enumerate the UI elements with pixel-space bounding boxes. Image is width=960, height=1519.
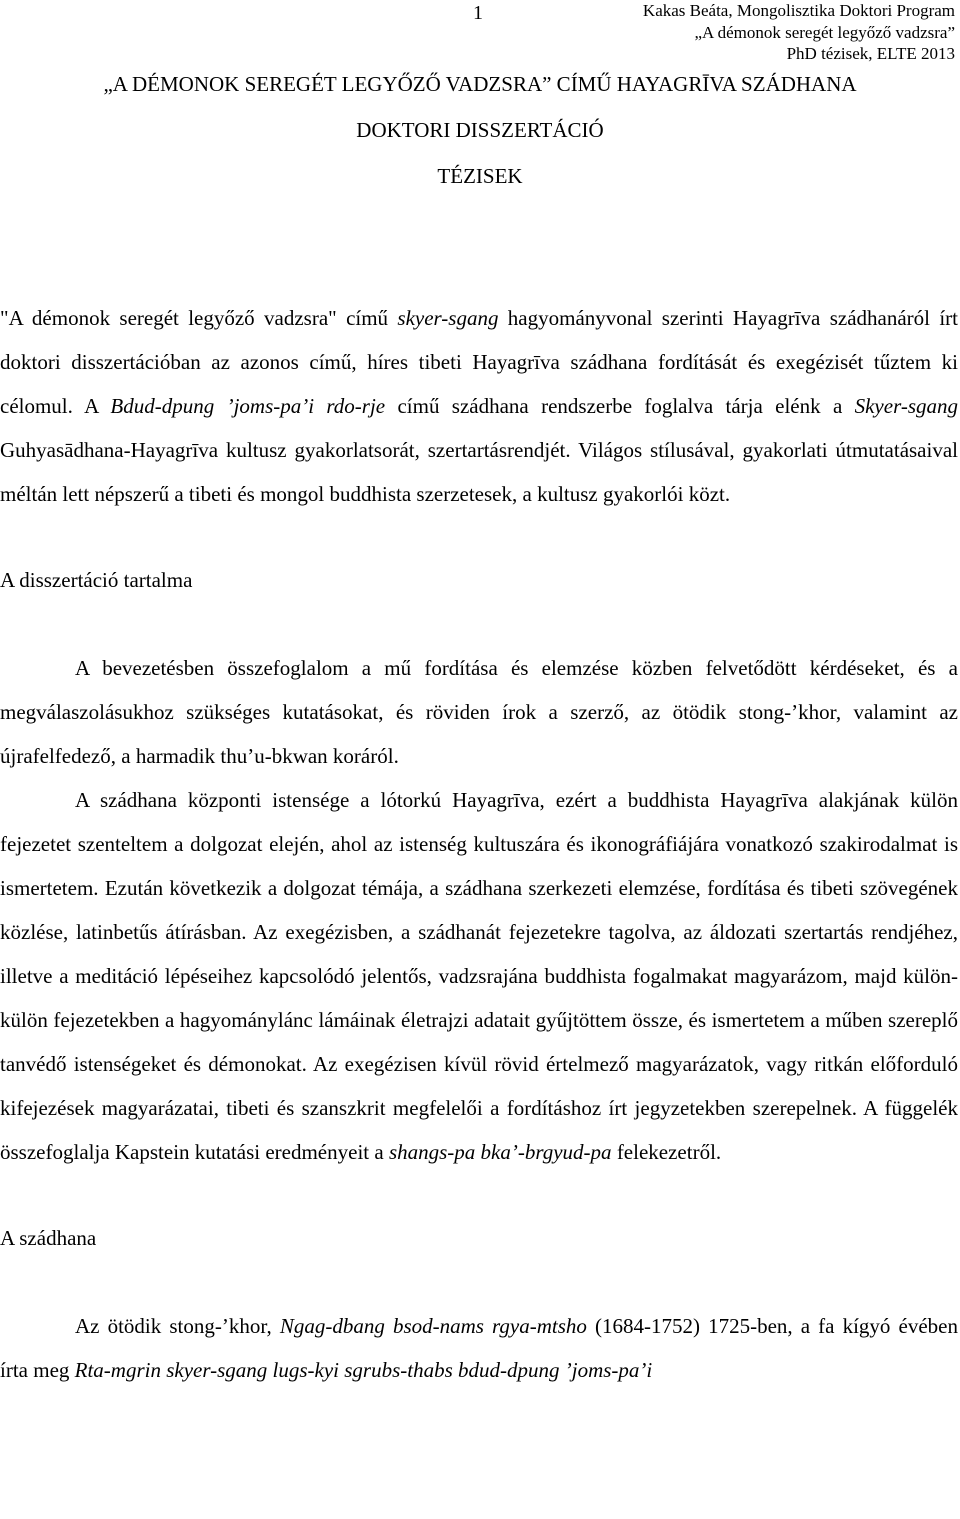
text-run: Guhyasādhana-Hayagrīva kultusz gyakorlatsorát, szertartásrendjét. Világos stílusával, gyakorlati útmutatásaival méltán lett népszerű a tibeti és mongol buddhista szerzetesek, a kultusz gyakorlói közt.	[0, 438, 958, 506]
italic-term: skyer-sgang	[397, 306, 499, 330]
document-subtitle-theses: TÉZISEK	[437, 164, 523, 188]
contents-paragraph-2	[0, 778, 958, 1174]
text-run: felekezetről.	[611, 1140, 722, 1164]
italic-term: Bdud-dpung ’joms-pa’i rdo-rje	[110, 394, 386, 418]
italic-term: shangs-pa bka’-brgyud-pa	[388, 1140, 612, 1164]
text-run: Az ötödik stong-’khor,	[75, 1314, 280, 1338]
italic-term: Ngag-dbang bsod-nams rgya-mtsho	[279, 1314, 587, 1338]
intro-paragraph	[0, 296, 958, 516]
text-run: "A démonok seregét legyőző vadzsra" című	[0, 306, 398, 330]
title-block	[0, 72, 960, 194]
header-work-title: „A démonok seregét legyőző vadzsra”	[694, 22, 955, 42]
section-heading-contents: A disszertáció tartalma	[0, 568, 193, 592]
document-body	[0, 296, 958, 1392]
text-run: A szádhana központi istensége a lótorkú Hayagrīva, ezért a buddhista Hayagrīva alakjának külön fejezetet szenteltem a dolgozat elején, ahol az istenség kultuszára és ikonográfiájára vonatkozó szakirodalmat is ismertetem. Ezután következik a dolgozat témája, a szádhana szerkezeti elemzése, fordítása és tibeti szövegének közlése, latinbetűs átírásban. Az exegézisben, a szádhanát fejezetekre tagolva, az áldozati szertartás rendjéhez, illetve a meditáció lépéseihez kapcsolódó jelentős, vadzsrajána buddhista fogalmakat magyarázom, majd külön-külön fejezetekben a hagyománylánc lámáinak életrajzi adatait gyűjtöttem össze, és ismertetem a műben szereplő tanvédő istenségeket és démonokat. Az exegézisen kívül rövid értelmező magyarázatok, vagy ritkán előforduló kifejezések magyarázatai, tibeti és szanszkrit megfelelői a fordításhoz írt jegyzetekben szerepelnek. A függelék összefoglalja Kapstein kutatási eredményeit a	[0, 788, 958, 1164]
italic-term: Skyer-sgang	[854, 394, 958, 418]
section-heading-sadhana: A szádhana	[0, 1226, 97, 1250]
sadhana-paragraph	[0, 1304, 958, 1392]
text-run: (1684-1752) 1725-ben, a fa kígyó évében írta meg	[0, 1314, 958, 1382]
document-subtitle: DOKTORI DISSZERTÁCIÓ	[356, 118, 604, 142]
contents-paragraph-1: A bevezetésben összefoglalom a mű fordítása és elemzése közben felvetődött kérdéseket, és a megválaszolásukhoz szükséges kutatásokat, és röviden írok a szerző, az ötödik stong-’khor, valamint az újrafelfedező, a harmadik thu’u-bkwan koráról.	[0, 656, 958, 768]
document-title: „A DÉMONOK SEREGÉT LEGYŐZŐ VADZSRA” CÍMŰ HAYAGRĪVA SZÁDHANA	[103, 72, 857, 96]
italic-term: Rta-mgrin skyer-sgang lugs-kyi sgrubs-thabs bdud-dpung ’joms-pa’i	[74, 1358, 653, 1382]
running-header	[643, 0, 955, 65]
page-number: 1	[473, 2, 483, 24]
header-author-program: Kakas Beáta, Mongolisztika Doktori Program	[642, 1, 955, 20]
text-run: hagyományvonal szerinti Hayagrīva szádhanáról írt doktori disszertációban az azonos című, híres tibeti Hayagrīva szádhana fordítását és exegézisét tűztem ki célomul. A	[0, 306, 959, 418]
header-thesis-info: PhD tézisek, ELTE 2013	[786, 44, 955, 63]
text-run: című szádhana rendszerbe foglalva tárja elénk a	[385, 394, 855, 418]
